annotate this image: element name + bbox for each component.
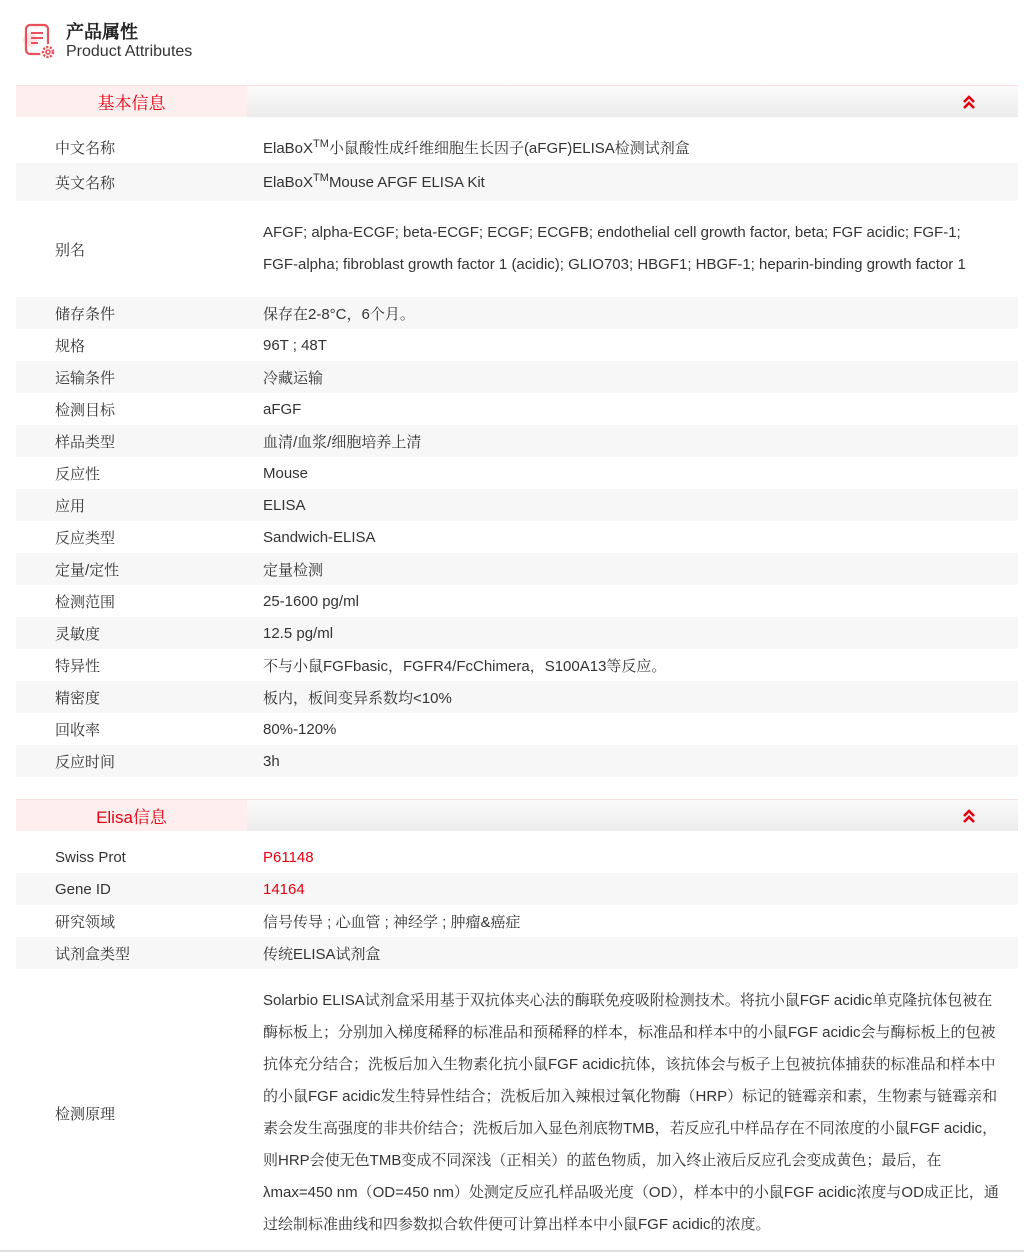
table-row	[16, 393, 1018, 425]
double-chevron-up-icon	[962, 808, 976, 824]
row-value: aFGF	[263, 400, 302, 418]
row-label: 规格	[55, 337, 86, 355]
row-value: Solarbio ELISA试剂盒采用基于双抗体夹心法的酶联免疫吸附检测技术。将抗小鼠FGF acidic单克隆抗体包被在酶标板上；分别加入梯度稀释的标准品和预稀释的样本，标准品和样本中的小鼠FGF acidic会与酶标板上的包被抗体充分结合；洗板后加入生物素化抗小鼠FGF acidic抗体，该抗体会与板子上包被抗体捕获的标准品和样本中的小鼠FGF acidic发生特异性结合；洗板后加入辣根过氧化物酶（HRP）标记的链霉亲和素，生物素与链霉亲和素会发生高强度的非共价结合；洗板后加入显色剂底物TMB，若反应孔中样品存在不同浓度的小鼠FGF acidic，则HRP会使无色TMB变成不同深浅（正相关）的蓝色物质，加入终止液后反应孔会变成黄色；最后，在λmax=450 nm（OD=450 nm）处测定反应孔样品吸光度（OD），样本中的小鼠FGF acidic浓度与OD成正比，通过绘制标准曲线和四参数拟合软件便可计算出样本中小鼠FGF acidic的浓度。	[263, 992, 999, 1233]
row-value: 信号传导 ; 心血管 ; 神经学 ; 肿瘤&癌症	[263, 913, 521, 931]
table-row	[16, 425, 1018, 457]
table-row	[16, 201, 1018, 297]
table-row	[16, 713, 1018, 745]
row-value: 保存在2-8°C，6个月。	[263, 305, 415, 323]
row-label: 中文名称	[55, 139, 116, 157]
row-label: 别名	[55, 241, 86, 259]
double-chevron-up-icon	[962, 94, 976, 110]
page-title: 产品属性	[66, 22, 138, 42]
row-value: ElaBoX™Mouse AFGF ELISA Kit	[263, 171, 485, 191]
row-value: 血清/血浆/细胞培养上清	[263, 433, 422, 451]
row-label: 试剂盒类型	[55, 945, 131, 963]
row-label: 精密度	[55, 689, 101, 707]
row-label: 检测目标	[55, 401, 116, 419]
row-label: 反应类型	[55, 529, 116, 547]
row-label: 灵敏度	[55, 625, 101, 643]
section-header-elisa-info	[16, 799, 1018, 831]
row-value: 板内，板间变异系数均<10%	[263, 689, 452, 707]
row-label: 研究领域	[55, 913, 116, 931]
table-row	[16, 131, 1018, 163]
table-row	[16, 681, 1018, 713]
section-header-basic-info	[16, 85, 1018, 117]
row-label: 检测原理	[55, 1105, 116, 1123]
row-label: Gene ID	[55, 880, 111, 898]
row-label: 运输条件	[55, 369, 116, 387]
table-row	[16, 905, 1018, 937]
table-row	[16, 489, 1018, 521]
table-row	[16, 521, 1018, 553]
row-value: 传统ELISA试剂盒	[263, 945, 381, 963]
table-row	[16, 969, 1018, 1257]
table-row	[16, 649, 1018, 681]
bottom-divider	[0, 1250, 1024, 1252]
row-label: 检测范围	[55, 593, 116, 611]
table-row	[16, 585, 1018, 617]
table-row	[16, 873, 1018, 905]
row-label: 应用	[55, 497, 86, 515]
row-value: AFGF; alpha-ECGF; beta-ECGF; ECGF; ECGFB; endothelial cell growth factor, beta; FGF acidic; FGF-1; FGF-alpha; fibroblast growth factor 1 (acidic); GLIO703; HBGF1; HBGF-1; heparin-binding growth factor 1	[263, 224, 966, 273]
row-value: 25-1600 pg/ml	[263, 592, 359, 610]
section-tab-elisa-info[interactable]: Elisa信息	[16, 800, 247, 831]
row-label: 样品类型	[55, 433, 116, 451]
row-label: 定量/定性	[55, 561, 120, 579]
row-value: 不与小鼠FGFbasic，FGFR4/FcChimera，S100A13等反应。	[263, 657, 667, 675]
row-value: 3h	[263, 752, 280, 770]
table-row	[16, 937, 1018, 969]
row-label: Swiss Prot	[55, 848, 126, 866]
page-subtitle: Product Attributes	[66, 43, 193, 60]
row-value: Sandwich-ELISA	[263, 528, 376, 546]
row-value: 冷藏运输	[263, 369, 324, 387]
row-value: ElaBoX™小鼠酸性成纤维细胞生长因子(aFGF)ELISA检测试剂盒	[263, 137, 690, 157]
row-value: 96T ; 48T	[263, 336, 327, 354]
section-tab-basic-info[interactable]: 基本信息	[16, 86, 247, 117]
table-row	[16, 457, 1018, 489]
row-value: 12.5 pg/ml	[263, 624, 334, 642]
table-row	[16, 617, 1018, 649]
basic-info-table	[16, 131, 1018, 777]
row-label: 储存条件	[55, 305, 116, 323]
collapse-basic-info-button[interactable]	[962, 94, 976, 110]
row-label: 特异性	[55, 657, 101, 675]
row-value: 定量检测	[263, 561, 324, 579]
row-value: 80%-120%	[263, 720, 337, 738]
table-row	[16, 553, 1018, 585]
row-label: 反应性	[55, 465, 101, 483]
row-label: 反应时间	[55, 753, 116, 771]
table-row	[16, 745, 1018, 777]
table-row	[16, 329, 1018, 361]
row-label: 英文名称	[55, 174, 116, 192]
page-header	[22, 18, 192, 64]
row-label: 回收率	[55, 721, 101, 739]
row-value: ELISA	[263, 496, 306, 514]
table-row	[16, 361, 1018, 393]
table-row	[16, 841, 1018, 873]
collapse-elisa-info-button[interactable]	[962, 808, 976, 824]
document-gear-icon	[22, 20, 60, 62]
row-value: Mouse	[263, 464, 309, 482]
table-row	[16, 163, 1018, 201]
gene-id-link[interactable]: 14164	[263, 880, 305, 898]
elisa-info-table	[16, 841, 1018, 1257]
swiss-prot-link[interactable]: P61148	[263, 848, 314, 866]
table-row	[16, 297, 1018, 329]
